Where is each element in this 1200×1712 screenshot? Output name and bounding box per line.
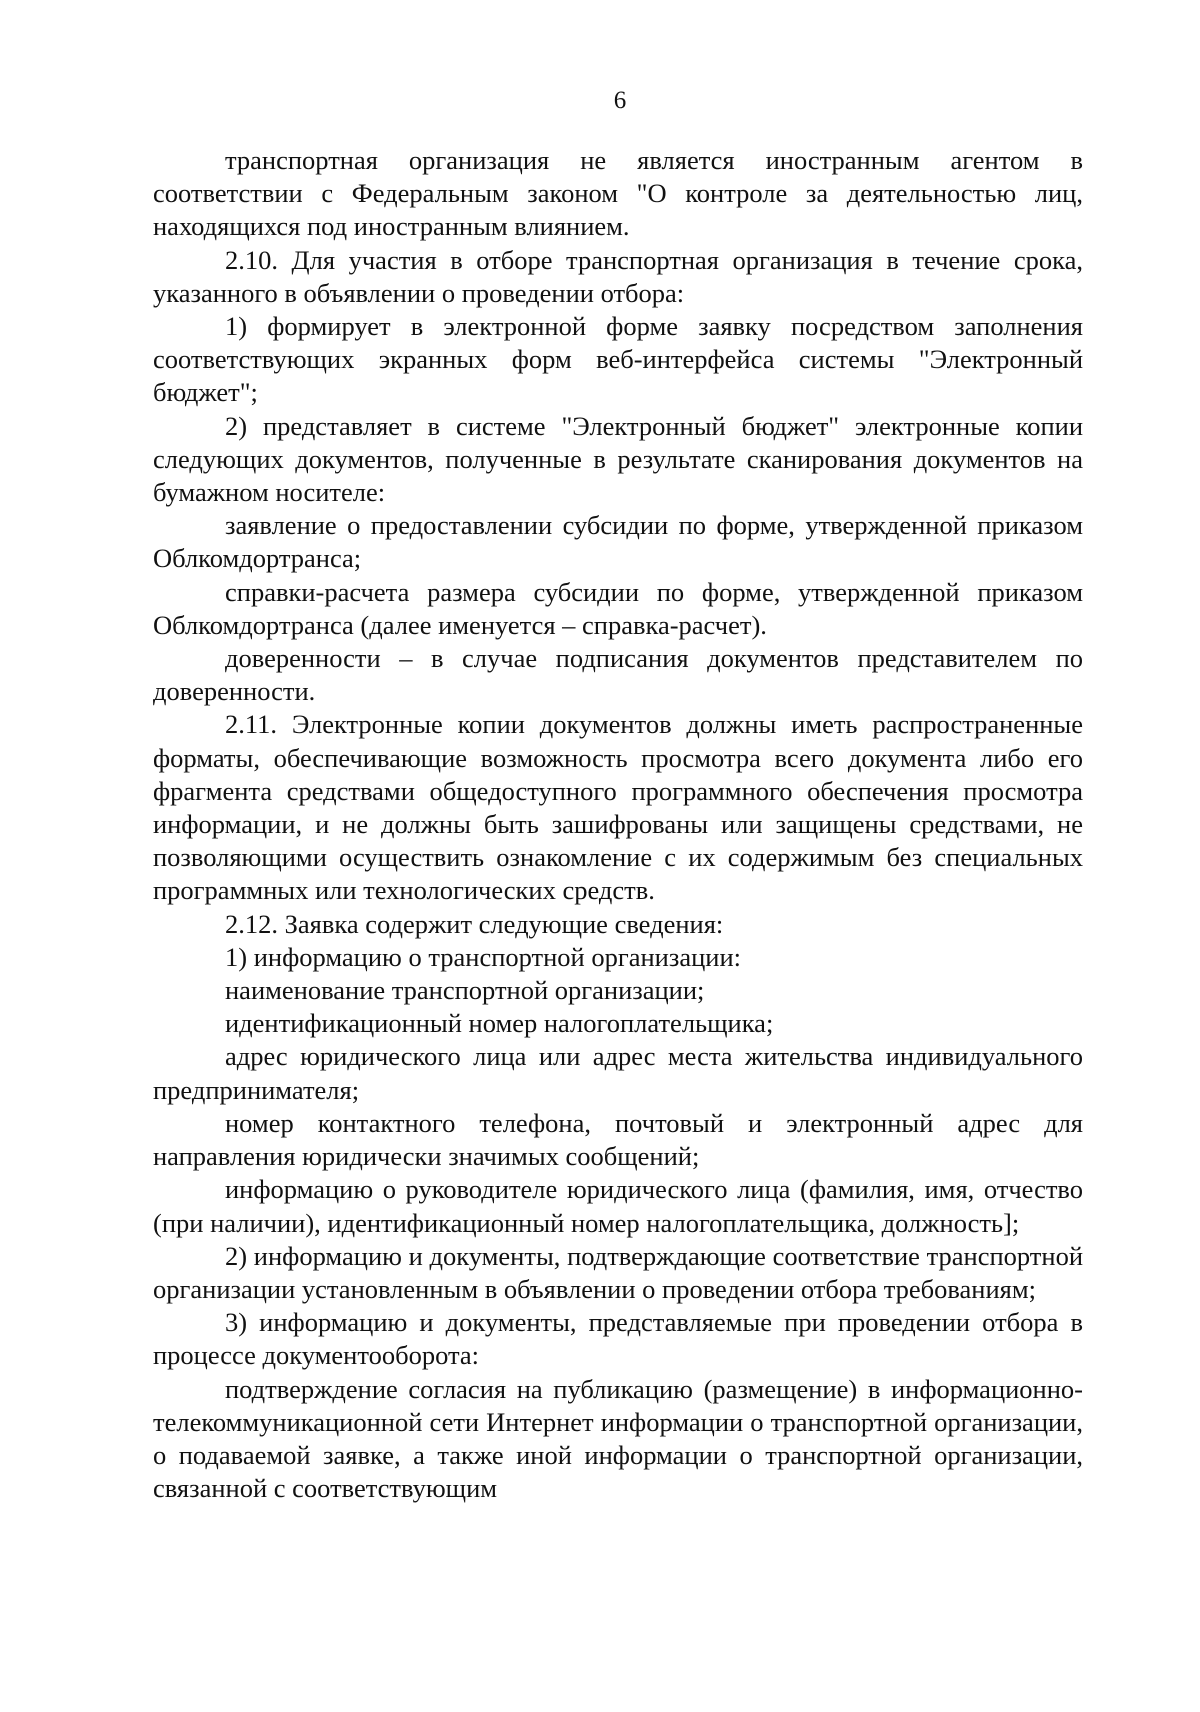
paragraph: 1) информацию о транспортной организации: bbox=[225, 941, 741, 972]
paragraph: 2) представляет в системе "Электронный бюджет" электронные копии следующих документов, полученные в результате сканирования документов на бумажном носителе: bbox=[153, 410, 1083, 508]
document-body bbox=[153, 144, 1083, 1505]
paragraph: 2.12. Заявка содержит следующие сведения: bbox=[225, 908, 724, 939]
paragraph: номер контактного телефона, почтовый и электронный адрес для направления юридически значимых сообщений; bbox=[153, 1107, 1083, 1172]
paragraph: наименование транспортной организации; bbox=[225, 975, 705, 1006]
paragraph: справки-расчета размера субсидии по форме, утвержденной приказом Облкомдортранса (далее именуется – справка-расчет). bbox=[153, 576, 1083, 640]
paragraph: 3) информацию и документы, представляемые при проведении отбора в процессе документооборота: bbox=[153, 1307, 1083, 1371]
paragraph: подтверждение согласия на публикацию (размещение) в информационно-телекоммуникационной сети Интернет информации о транспортной организации, о подаваемой заявке, а также иной информации о транспортной организации, связанной с соответствующим bbox=[153, 1373, 1083, 1504]
paragraph: доверенности – в случае подписания документов представителем по доверенности. bbox=[153, 643, 1083, 707]
paragraph: 1) формирует в электронной форме заявку посредством заполнения соответствующих экранных форм веб-интерфейса системы "Электронный бюджет"; bbox=[153, 311, 1083, 408]
paragraph: информацию о руководителе юридического лица (фамилия, имя, отчество (при наличии), идентификационный номер налогоплательщика, должность]; bbox=[153, 1174, 1083, 1238]
paragraph: 2.10. Для участия в отборе транспортная организация в течение срока, указанного в объявлении о проведении отбора: bbox=[153, 244, 1083, 308]
paragraph: заявление о предоставлении субсидии по форме, утвержденной приказом Облкомдортранса; bbox=[153, 510, 1083, 574]
paragraph: идентификационный номер налогоплательщика; bbox=[225, 1008, 774, 1039]
paragraph: 2.11. Электронные копии документов должны иметь распространенные форматы, обеспечивающие возможность просмотра всего документа либо его фрагмента средствами общедоступного программного обеспечения просмотра информации, и не должны быть зашифрованы или защищены средствами, не позволяющими осуществить ознакомление с их содержимым без специальных программных или технологических средств. bbox=[153, 709, 1083, 906]
paragraph: 2) информацию и документы, подтверждающие соответствие транспортной организации установленным в объявлении о проведении отбора требованиям; bbox=[153, 1240, 1083, 1304]
page-number: 6 bbox=[613, 87, 627, 114]
paragraph: адрес юридического лица или адрес места жительства индивидуального предпринимателя; bbox=[153, 1041, 1083, 1105]
paragraph: транспортная организация не является иностранным агентом в соответствии с Федеральным законом "О контроле за деятельностью лиц, находящихся под иностранным влиянием. bbox=[153, 145, 1083, 242]
